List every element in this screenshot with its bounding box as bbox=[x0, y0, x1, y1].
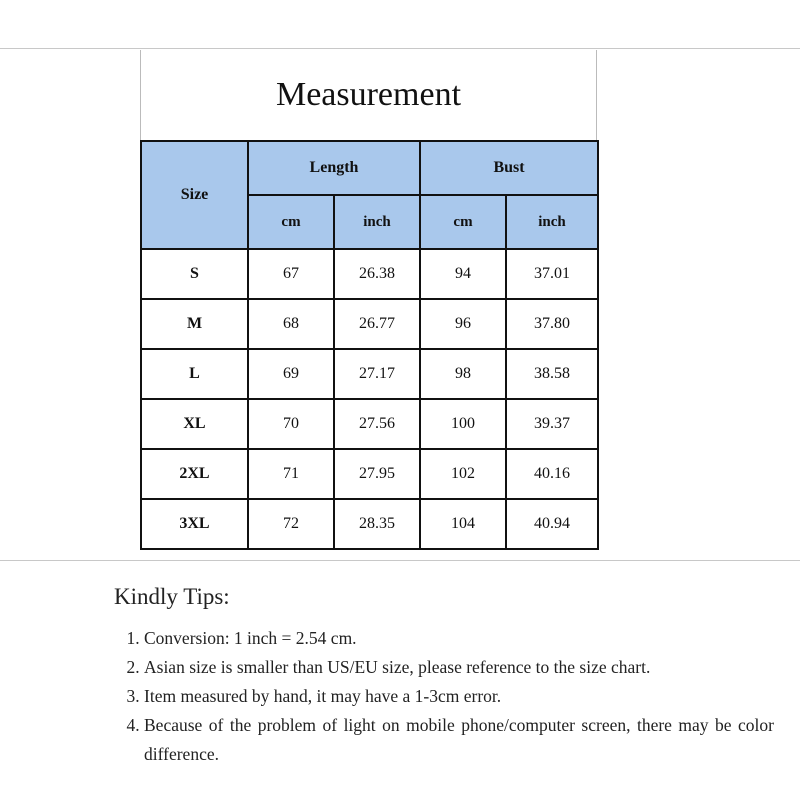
tip-item: 2. Asian size is smaller than US/EU size, please reference to the size chart. bbox=[144, 653, 774, 682]
length-cm-cell: 71 bbox=[248, 449, 334, 499]
tip-item: 4. Because of the problem of light on mobile phone/computer screen, there may be color difference. bbox=[144, 711, 774, 769]
length-inch-cell: 28.35 bbox=[334, 499, 420, 549]
table-row bbox=[141, 349, 598, 399]
size-table bbox=[140, 140, 599, 550]
size-chart bbox=[140, 50, 597, 560]
table-row bbox=[141, 499, 598, 549]
divider-top bbox=[0, 48, 800, 49]
bust-cm-cell: 98 bbox=[420, 349, 506, 399]
size-cell: S bbox=[141, 249, 248, 299]
bust-inch-header: inch bbox=[506, 195, 598, 249]
size-cell: L bbox=[141, 349, 248, 399]
length-group-header: Length bbox=[248, 141, 420, 195]
length-inch-cell: 26.77 bbox=[334, 299, 420, 349]
bust-inch-cell: 39.37 bbox=[506, 399, 598, 449]
size-column-header: Size bbox=[141, 141, 248, 249]
length-inch-header: inch bbox=[334, 195, 420, 249]
size-cell: 3XL bbox=[141, 499, 248, 549]
length-inch-cell: 27.17 bbox=[334, 349, 420, 399]
bust-cm-cell: 102 bbox=[420, 449, 506, 499]
length-cm-header: cm bbox=[248, 195, 334, 249]
bust-inch-cell: 37.80 bbox=[506, 299, 598, 349]
bust-inch-cell: 38.58 bbox=[506, 349, 598, 399]
header-row-groups bbox=[141, 141, 598, 195]
bust-cm-cell: 104 bbox=[420, 499, 506, 549]
size-cell: XL bbox=[141, 399, 248, 449]
tips-title: Kindly Tips: bbox=[114, 584, 230, 609]
length-cm-cell: 72 bbox=[248, 499, 334, 549]
size-cell: 2XL bbox=[141, 449, 248, 499]
bust-cm-cell: 96 bbox=[420, 299, 506, 349]
table-row bbox=[141, 299, 598, 349]
length-cm-cell: 69 bbox=[248, 349, 334, 399]
tips-list bbox=[114, 624, 774, 769]
bust-cm-cell: 94 bbox=[420, 249, 506, 299]
bust-inch-cell: 37.01 bbox=[506, 249, 598, 299]
bust-group-header: Bust bbox=[420, 141, 598, 195]
bust-inch-cell: 40.16 bbox=[506, 449, 598, 499]
length-inch-cell: 27.56 bbox=[334, 399, 420, 449]
table-row bbox=[141, 399, 598, 449]
length-inch-cell: 26.38 bbox=[334, 249, 420, 299]
divider-bottom bbox=[0, 560, 800, 561]
length-cm-cell: 67 bbox=[248, 249, 334, 299]
kindly-tips bbox=[114, 584, 774, 769]
bust-inch-cell: 40.94 bbox=[506, 499, 598, 549]
table-row bbox=[141, 449, 598, 499]
tip-item: 1. Conversion: 1 inch = 2.54 cm. bbox=[144, 624, 774, 653]
tip-item: 3. Item measured by hand, it may have a 1-3cm error. bbox=[144, 682, 774, 711]
bust-cm-header: cm bbox=[420, 195, 506, 249]
length-inch-cell: 27.95 bbox=[334, 449, 420, 499]
length-cm-cell: 70 bbox=[248, 399, 334, 449]
table-row bbox=[141, 249, 598, 299]
chart-title: Measurement bbox=[140, 50, 597, 140]
length-cm-cell: 68 bbox=[248, 299, 334, 349]
size-cell: M bbox=[141, 299, 248, 349]
bust-cm-cell: 100 bbox=[420, 399, 506, 449]
